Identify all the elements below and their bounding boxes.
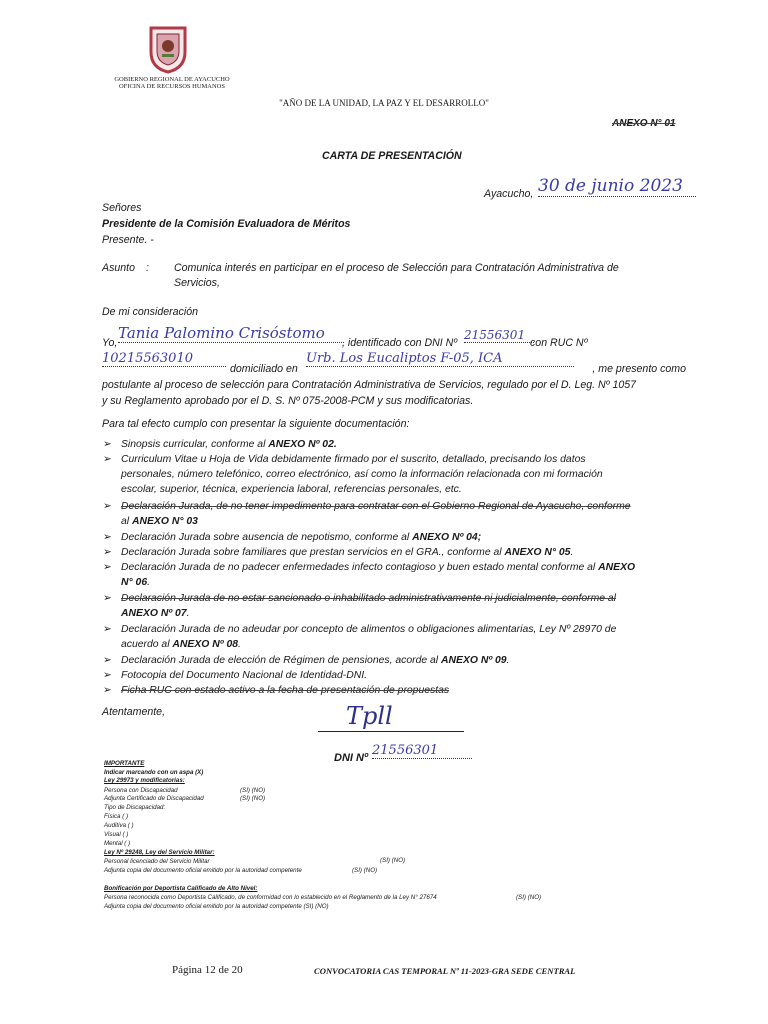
list-item: ➢ Fotocopia del Documento Nacional de Identidad-DNI. — [103, 670, 368, 681]
disability-person-options: (SI) (NO) — [240, 787, 266, 794]
list-item: ➢ Declaración Jurada de no padecer enfermedades infecto contagioso y buen estado mental conforme al ANEXO N° 06. — [103, 562, 636, 588]
org-name-line2: OFICINA DE RECURSOS HUMANOS — [118, 83, 225, 90]
subject-label: Asunto — [102, 262, 135, 274]
list-item: ➢ Curriculum Vitae u Hoja de Vida debidamente firmado por el suscrito, detallado, precisando los datos personales, número telefónico, correo electrónico, así como la información relacionada con mi formación escolar, superior, técnica, experiencia laboral, referencias personales, etc. — [103, 454, 603, 495]
handwritten-ruc: 10215563010 — [102, 351, 226, 367]
list-item: ➢ Sinopsis curricular, conforme al ANEXO Nº 02. — [103, 439, 337, 450]
docs-intro: Para tal efecto cumplo con presentar la siguiente documentación: — [102, 418, 410, 430]
arrow-bullet-icon: ➢ — [103, 655, 112, 666]
salutation-1: Señores — [102, 202, 142, 214]
sport-label: Persona reconocida como Deportista Calificado, de conformidad con lo establecido en el Reglamento de la Ley N° 27674 — [104, 894, 437, 901]
handwritten-dni-signature: 21556301 — [372, 743, 472, 759]
disability-type-visual: Visual ( ) — [104, 831, 129, 838]
important-instruction: Indicar marcando con un aspa (X) — [104, 769, 204, 776]
list-item: ➢ Ficha RUC con estado activo a la fecha de presentación de propuestas — [103, 685, 450, 696]
org-name-line1: GOBIERNO REGIONAL DE AYACUCHO — [114, 76, 230, 83]
military-doc-label: Adjunta copia del documento oficial emitido por la autoridad competente — [104, 867, 302, 874]
list-item: ➢ Declaración Jurada, de no tener impedimento para contratar con el Gobierno Regional de Ayacucho, conforme al ANEXO N° 03 — [103, 501, 631, 527]
list-item: ➢ Declaración Jurada sobre familiares que prestan servicios en el GRA., conforme al ANEXO N° 05. — [103, 547, 574, 558]
list-item: ➢ Declaración Jurada de no estar sancionado o inhabilitado administrativamente ni judicialmente, conforme al ANEXO Nº 07. — [103, 593, 616, 619]
date-place: Ayacucho, — [484, 188, 534, 200]
list-item: ➢ Declaración Jurada de elección de Régimen de pensiones, acorde al ANEXO Nº 09. — [103, 655, 510, 666]
signature: Tpll — [346, 702, 393, 730]
disability-type-label: Tipo de Discapacidad: — [104, 804, 166, 811]
disability-cert-options: (SI) (NO) — [240, 795, 266, 802]
arrow-bullet-icon: ➢ — [103, 547, 112, 558]
handwritten-dni: 21556301 — [464, 328, 534, 343]
arrow-bullet-icon: ➢ — [103, 670, 112, 681]
subject-colon: : — [146, 262, 149, 274]
regional-government-logo — [148, 24, 188, 74]
yo-label: Yo, — [102, 337, 118, 349]
disability-type-auditiva: Auditiva ( ) — [104, 822, 134, 829]
arrow-bullet-icon: ➢ — [103, 562, 112, 573]
ruc-text: con RUC Nº — [530, 337, 588, 349]
dni-text: , identificado con DNI Nº — [342, 337, 458, 349]
domicile-text: domiciliado en — [230, 363, 298, 375]
paragraph-line2: postulante al proceso de selección para Contratación Administrativa de Servicios, regulado por el D. Leg. Nº 1057 — [102, 379, 637, 391]
annex-number: ANEXO N° 01 — [612, 118, 676, 129]
list-item: ➢ Declaración Jurada sobre ausencia de nepotismo, conforme al ANEXO Nº 04; — [103, 532, 482, 543]
dni-label: DNI Nº — [334, 752, 368, 764]
salutation-2: Presidente de la Comisión Evaluadora de Méritos — [102, 218, 351, 230]
closing: Atentamente, — [102, 706, 166, 718]
signature-line — [318, 731, 464, 732]
sport-options: (SI) (NO) — [516, 894, 542, 901]
page-number: Página 12 de 20 — [172, 964, 243, 976]
paragraph-tail: , me presento como — [592, 363, 686, 375]
arrow-bullet-icon: ➢ — [103, 532, 112, 543]
arrow-bullet-icon: ➢ — [103, 593, 112, 604]
handwritten-name: Tania Palomino Crisóstomo — [118, 324, 344, 343]
handwritten-address: Urb. Los Eucaliptos F-05, ICA — [306, 351, 574, 367]
list-item: ➢ Declaración Jurada de no adeudar por concepto de alimentos o obligaciones alimentarias, Ley Nº 28970 de acuerdo al ANEXO Nº 08. — [103, 624, 617, 650]
disability-cert-label: Adjunta Certificado de Discapacidad — [104, 795, 204, 802]
year-motto: "AÑO DE LA UNIDAD, LA PAZ Y EL DESARROLLO" — [279, 98, 489, 108]
military-options: (SI) (NO) — [380, 857, 406, 864]
handwritten-date: 30 de junio 2023 — [538, 176, 696, 197]
subject-line2: Servicios, — [174, 277, 220, 289]
letter-title: CARTA DE PRESENTACIÓN — [322, 150, 462, 162]
paragraph-line3: y su Reglamento aprobado por el D. S. Nº 075-2008-PCM y sus modificatorias. — [102, 395, 474, 407]
important-title: IMPORTANTE — [104, 760, 145, 767]
military-doc-options: (SI) (NO) — [352, 867, 378, 874]
greeting: De mi consideración — [102, 306, 198, 318]
disability-type-mental: Mental ( ) — [104, 840, 131, 847]
disability-type-fisica: Física ( ) — [104, 813, 129, 820]
salutation-3: Presente. - — [102, 234, 154, 246]
arrow-bullet-icon: ➢ — [103, 454, 112, 465]
arrow-bullet-icon: ➢ — [103, 685, 112, 696]
law-29973: Ley 29973 y modificatorias: — [104, 777, 185, 784]
subject-line1: Comunica interés en participar en el proceso de Selección para Contratación Administrativa de — [174, 262, 619, 274]
military-label: Personal licenciado del Servicio Militar — [104, 858, 210, 865]
disability-person-label: Persona con Discapacidad — [104, 787, 178, 794]
arrow-bullet-icon: ➢ — [103, 501, 112, 512]
convocatoria-footer: CONVOCATORIA CAS TEMPORAL Nº 11-2023-GRA SEDE CENTRAL — [314, 966, 576, 976]
arrow-bullet-icon: ➢ — [103, 624, 112, 635]
sport-title: Bonificación por Deportista Calificado de Alto Nivel: — [104, 885, 258, 892]
law-29248: Ley Nº 29248, Ley del Servicio Militar: — [104, 849, 215, 856]
sport-doc-label: Adjunta copia del documento oficial emitido por la autoridad competente (SI) (NO) — [104, 903, 329, 910]
arrow-bullet-icon: ➢ — [103, 439, 112, 450]
